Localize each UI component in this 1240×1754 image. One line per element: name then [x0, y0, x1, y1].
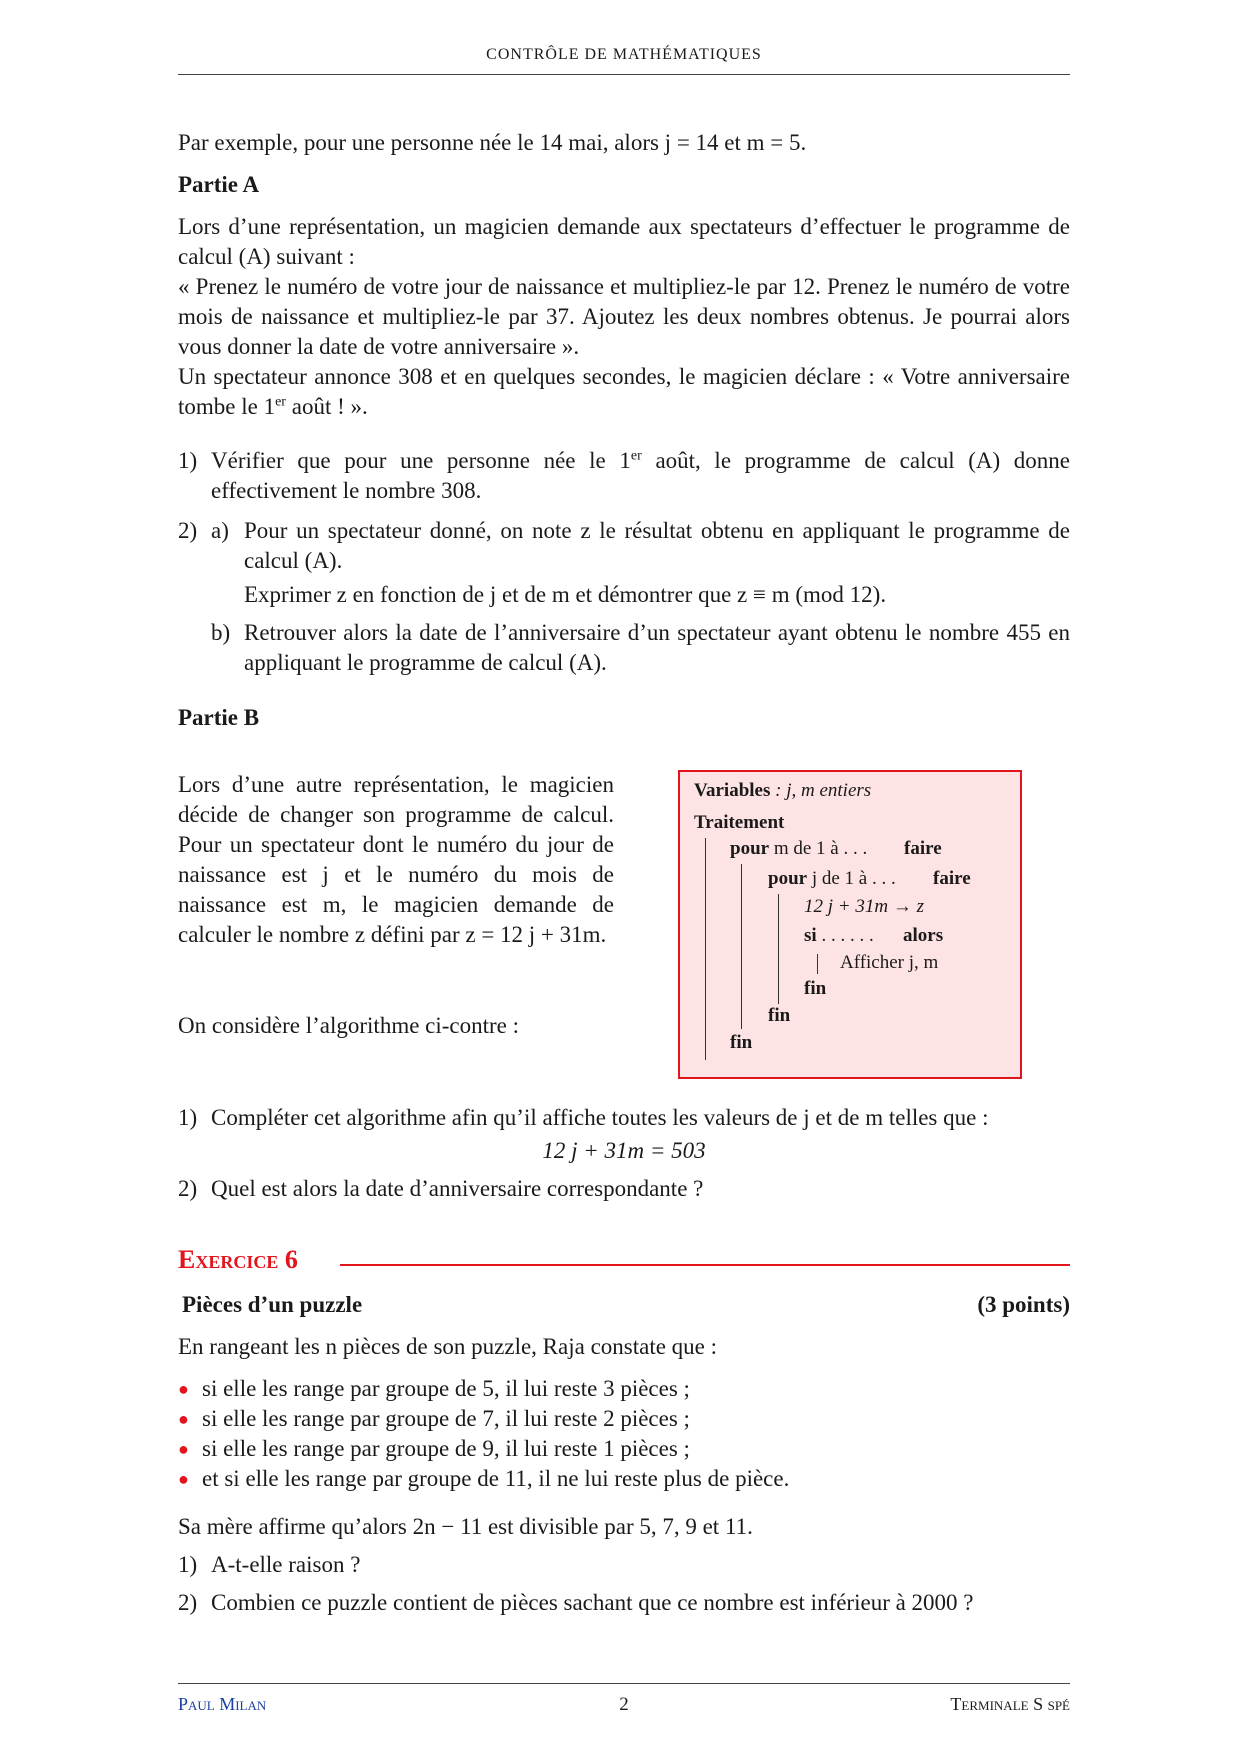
algo-assign: 12 j + 31m → z — [804, 896, 924, 917]
partA-title: Partie A — [178, 172, 260, 197]
exercise6-subtitle: Pièces d’un puzzle — [182, 1292, 363, 1317]
exercise6-claim: Sa mère affirme qu’alors 2n − 11 est divisible par 5, 7, 9 et 11. — [178, 1514, 753, 1539]
partA-q2-num: 2) — [178, 518, 198, 543]
algo-traitement: Traitement — [694, 812, 785, 833]
partB-q2: Quel est alors la date d’anniversaire correspondante ? — [211, 1176, 704, 1201]
bullet-item: ● si elle les range par groupe de 5, il lui reste 3 pièces ; — [178, 1374, 1070, 1404]
bullet-icon: ● — [178, 1379, 189, 1399]
exercise6-rule — [340, 1264, 1070, 1266]
algo-faire-1: faire — [904, 838, 942, 859]
partB-title: Partie B — [178, 705, 260, 730]
intro-example: Par exemple, pour une personne née le 14 mai, alors j = 14 et m = 5. — [178, 130, 807, 155]
partA-p2: « Prenez le numéro de votre jour de naissance et multipliez-le par 12. Prenez le numéro de votre mois de naissance et multipliez-le par 37. Ajoutez les deux nombres obtenus. Je pourrai alors vous donner la date de votre anniversaire ». — [178, 274, 1070, 359]
partB-p2: On considère l’algorithme ci-contre : — [178, 1013, 520, 1038]
algo-variables: Variables : j, m entiers — [694, 780, 872, 801]
partA-q2a-label: a) — [211, 518, 229, 543]
algo-alors: alors — [903, 925, 944, 946]
bullet-item: ● si elle les range par groupe de 7, il lui reste 2 pièces ; — [178, 1404, 1070, 1434]
bullet-item: ● et si elle les range par groupe de 11, il ne lui reste plus de pièce. — [178, 1464, 1070, 1494]
algorithm-box — [678, 770, 1022, 1079]
footer-rule — [178, 1683, 1070, 1684]
bullet-icon: ● — [178, 1439, 189, 1459]
partA-q2a: Pour un spectateur donné, on note z le résultat obtenu en appliquant le programme de calcul (A). — [244, 518, 1070, 573]
bullet-icon: ● — [178, 1469, 189, 1489]
algo-pour-m: pour m de 1 à . . . — [730, 838, 868, 859]
algo-bar-4 — [817, 954, 818, 974]
algo-fin-pour-m: fin — [730, 1032, 753, 1053]
partA-q2a-2: Exprimer z en fonction de j et de m et démontrer que z ≡ m (mod 12). — [244, 582, 887, 607]
partB-q1-num: 1) — [178, 1105, 198, 1130]
exercise6-q1: A-t-elle raison ? — [211, 1552, 361, 1577]
partA-p3: Un spectateur annonce 308 et en quelques secondes, le magicien déclare : « Votre anniversaire tombe le 1er août ! ». — [178, 364, 1070, 419]
exercise6-title: Exercice 6 — [178, 1245, 298, 1274]
partA-q1: Vérifier que pour une personne née le 1er août, le programme de calcul (A) donne effectivement le nombre 308. — [211, 448, 1071, 503]
algo-bar-3 — [778, 894, 779, 1004]
footer-page-number: 2 — [619, 1694, 629, 1715]
exercise6-q2: Combien ce puzzle contient de pièces sachant que ce nombre est inférieur à 2000 ? — [211, 1590, 974, 1615]
footer-class: Terminale S spé — [950, 1694, 1070, 1714]
page — [178, 0, 1070, 1754]
header-rule — [178, 74, 1070, 75]
algo-bar-2 — [741, 864, 742, 1029]
algo-fin-si: fin — [804, 978, 827, 999]
footer-author: Paul Milan — [178, 1694, 267, 1714]
exercise6-q1-num: 1) — [178, 1552, 198, 1577]
bullet-icon: ● — [178, 1409, 189, 1429]
partB-q1: Compléter cet algorithme afin qu’il affiche toutes les valeurs de j et de m telles que : — [211, 1105, 989, 1130]
exercise6-points: (3 points) — [977, 1292, 1070, 1317]
running-header: CONTRÔLE DE MATHÉMATIQUES — [486, 46, 762, 63]
algo-pour-j: pour j de 1 à . . . — [768, 868, 896, 889]
partB-q1-equation: 12 j + 31m = 503 — [542, 1138, 706, 1163]
bullet-item: ● si elle les range par groupe de 9, il lui reste 1 pièces ; — [178, 1434, 1070, 1464]
algo-fin-pour-j: fin — [768, 1005, 791, 1026]
partB-q2-num: 2) — [178, 1176, 198, 1201]
exercise6-bullets — [178, 1374, 1070, 1494]
partA-q2b: Retrouver alors la date de l’anniversaire d’un spectateur ayant obtenu le nombre 455 en appliquant le programme de calcul (A). — [244, 620, 1070, 675]
exercise6-intro: En rangeant les n pièces de son puzzle, Raja constate que : — [178, 1334, 718, 1359]
algo-faire-2: faire — [933, 868, 971, 889]
partB-p1: Lors d’une autre représentation, le magicien décide de changer son programme de calcul. Pour un spectateur dont le numéro du jour de naissance est j et le numéro du mois de naissance est m, le magicien demande de calculer le nombre z défini par z = 12 j + 31m. — [178, 772, 614, 947]
partA-q2b-label: b) — [211, 620, 231, 645]
partA-p1: Lors d’une représentation, un magicien demande aux spectateurs d’effectuer le programme de calcul (A) suivant : — [178, 214, 1070, 269]
partA-q1-num: 1) — [178, 448, 198, 473]
algo-afficher: Afficher j, m — [840, 952, 939, 973]
algo-bar-1 — [705, 838, 706, 1060]
algo-si: si . . . . . . — [804, 925, 874, 946]
exercise6-q2-num: 2) — [178, 1590, 198, 1615]
